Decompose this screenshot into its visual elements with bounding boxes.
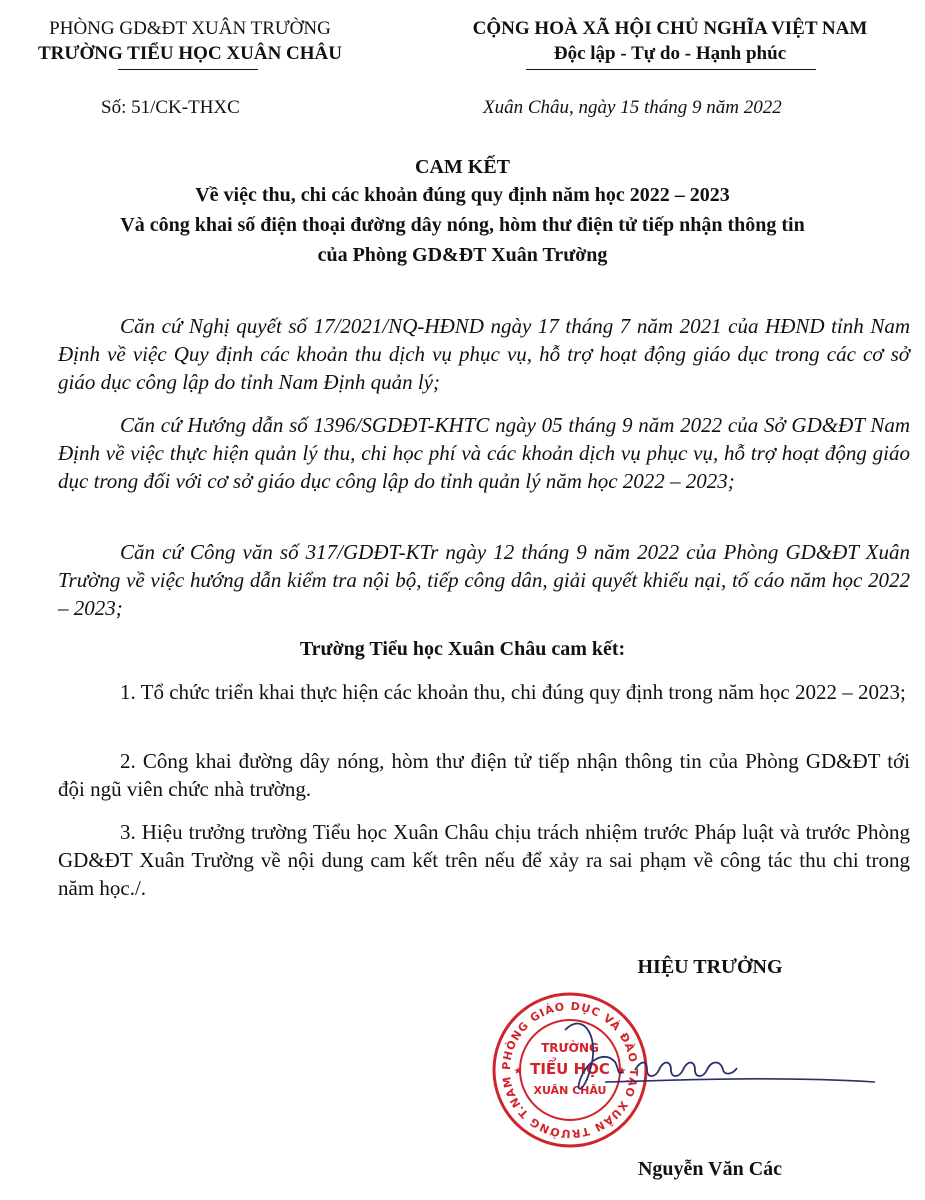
stamp-center-line-3: XUÂN CHÂU	[533, 1084, 607, 1097]
document-subtitle-3: của Phòng GD&ĐT Xuân Trường	[317, 244, 608, 266]
stamp-center-line-2: TIỂU HỌC	[530, 1060, 610, 1078]
legal-basis-3: Căn cứ Công văn số 317/GDĐT-KTr ngày 12 tháng 9 năm 2022 của Phòng GD&ĐT Xuân Trường về việc hướng dẫn kiểm tra nội bộ, tiếp công dân, giải quyết khiếu nại, tố cáo năm học 2022 – 2023;	[58, 540, 910, 620]
signer-position: HIỆU TRƯỞNG	[637, 956, 783, 978]
handwritten-signature	[545, 1000, 885, 1120]
legal-basis-2: Căn cứ Hướng dẫn số 1396/SGDĐT-KHTC ngày 05 tháng 9 năm 2022 của Sở GD&ĐT Nam Định về việc thực hiện quản lý thu, chi học phí và các khoản dịch vụ phục vụ, hỗ trợ hoạt động giáo dục trong đối với cơ sở giáo dục công lập do tỉnh quản lý năm học 2022 – 2023;	[58, 413, 910, 493]
document-title: CAM KẾT	[415, 156, 510, 178]
school-name-underline	[118, 69, 258, 70]
stamp-star-left-icon: ★	[513, 1066, 523, 1077]
signer-name: Nguyễn Văn Các	[637, 1158, 783, 1180]
commitment-item-2: 2. Công khai đường dây nóng, hòm thư điện tử tiếp nhận thông tin của Phòng GD&ĐT tới đội ngũ viên chức nhà trường.	[58, 749, 910, 801]
national-motto: Độc lập - Tự do - Hạnh phúc	[553, 43, 787, 64]
commitment-item-3: 3. Hiệu trưởng trường Tiểu học Xuân Châu chịu trách nhiệm trước Pháp luật và trước Phòng GD&ĐT Xuân Trường về nội dung cam kết trên nếu để xảy ra sai phạm về công tác thu chi trong năm học./.	[58, 820, 910, 900]
document-subtitle-1: Về việc thu, chi các khoản đúng quy định năm học 2022 – 2023	[195, 184, 730, 206]
national-title: CỘNG HOÀ XÃ HỘI CHỦ NGHĨA VIỆT NAM	[472, 18, 868, 39]
commitment-heading: Trường Tiểu học Xuân Châu cam kết:	[299, 638, 626, 660]
stamp-center-line-1: TRƯỜNG	[541, 1041, 599, 1055]
agency-name: PHÒNG GD&ĐT XUÂN TRƯỜNG	[49, 18, 331, 39]
legal-basis-1: Căn cứ Nghị quyết số 17/2021/NQ-HĐND ngày 17 tháng 7 năm 2021 của HĐND tỉnh Nam Định về việc Quy định các khoản thu dịch vụ phục vụ, hỗ trợ hoạt động giáo dục trong các cơ sở giáo dục công lập do tỉnh Nam Định quản lý;	[58, 314, 910, 394]
document-subtitle-2: Và công khai số điện thoại đường dây nóng, hòm thư điện tử tiếp nhận thông tin	[120, 214, 805, 236]
commitment-item-1: 1. Tổ chức triển khai thực hiện các khoản thu, chi đúng quy định trong năm học 2022 – 2023;	[120, 680, 906, 704]
school-name: TRƯỜNG TIỂU HỌC XUÂN CHÂU	[37, 43, 343, 64]
place-date: Xuân Châu, ngày 15 tháng 9 năm 2022	[483, 97, 782, 118]
motto-underline	[526, 69, 816, 70]
stamp-star-right-icon: ★	[617, 1066, 627, 1077]
stamp-ring-text: PHÒNG GIÁO DỤC VÀ ĐÀO TẠO XUÂN TRƯỜNG T.NAM	[499, 999, 641, 1141]
document-number: Số: 51/CK-THXC	[101, 97, 240, 118]
